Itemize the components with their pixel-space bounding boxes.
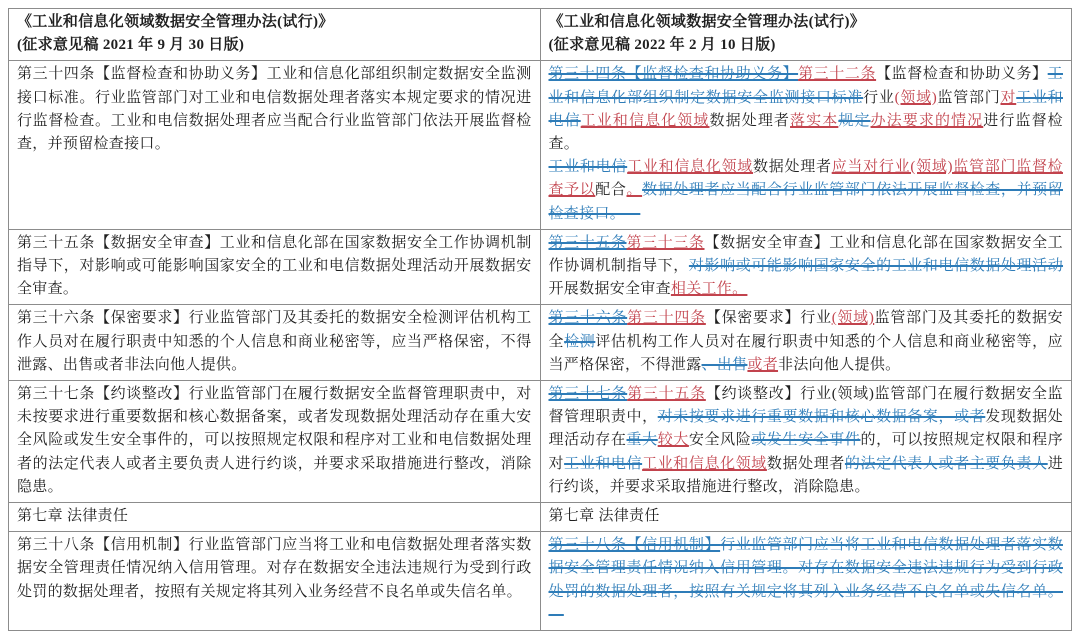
text-run: 第三十七条【约谈整改】行业监管部门在履行数据安全监督管理职责中，对未按要求进行重要数据和核心数据备案，或者发现数据处理活动存在重大安全风险或发生安全事件的，可以按照规定权限和程序对工业和电信数据处理者的法定代表人或者主要负责人进行约谈，并要求采取措施进行整改，消除隐患。 [17,386,532,495]
text-run: 数据处理者 [753,159,832,176]
deleted-heading-run: 第三十五条 [548,234,627,251]
text-run: 【约谈整改】行业(领域)监管部门在履行数据安全监督管理职责中， [548,386,1063,426]
paragraph [17,383,532,499]
inserted-text-run: 第三十四条 [627,310,706,327]
inserted-text-run: 。 [626,182,643,199]
text-run: 的，可以按照规定权限和程序对 [548,432,1063,472]
deleted-text-run: 工业和信息化部组织制定数据安全监测接口标准 [548,66,1063,106]
deleted-text-run: 对影响或可能影响国家安全的工业和电信数据处理活动 [688,258,1064,275]
paragraph [17,505,532,528]
table-row-chapter-7 [9,503,1072,532]
inserted-text-run: 对 [1000,89,1017,106]
table-row-article-34 [9,61,1072,229]
inserted-text-run: 办法要求的情况 [870,112,984,129]
text-run: 第三十八条【信用机制】行业监管部门应当将工业和电信数据处理者落实数据安全管理责任情况纳入信用管理。对存在数据安全违法违规行为受到行政处罚的数据处理者，按照有关规定将其列入业务经营不良名单或失信名单。 [17,537,532,600]
inserted-text-run: 第三十二条 [798,66,877,83]
inserted-text-run: 第三十三条 [626,234,705,251]
text-run: 进行约谈，并要求采取措施进行整改，消除隐患。 [548,455,1063,495]
new-text-cell [540,381,1072,503]
deleted-heading-run: 第三十六条 [548,310,628,327]
text-run: 第三十六条【保密要求】行业监管部门及其委托的数据安全检测评估机构工作人员对在履行职责中知悉的个人信息和商业秘密等，应当严格保密，不得泄露、出售或者非法向他人提供。 [17,310,532,373]
old-text-cell [9,532,541,631]
header-cell-new-version [540,9,1072,61]
deleted-text-run: 对未按要求进行重要数据和核心数据备案，或者 [657,409,986,426]
table-row-article-37 [9,381,1072,503]
deleted-text-run: 工业和电信 [564,455,643,472]
text-run: 进行监督检查。 [548,112,1063,153]
deleted-heading-run: 第三十四条【监督检查和协助义务】 [548,66,799,83]
deleted-text-run: 或发生安全事件 [751,432,861,449]
text-run: 【保密要求】行业 [705,310,832,327]
text-run: 非法向他人提供。 [778,356,901,373]
text-run: 开展数据安全审查 [548,281,671,298]
inserted-text-run: 工业和信息化领域 [580,112,710,129]
inserted-text-run: (领域) [831,310,875,327]
inserted-text-run: 相关工作。 [670,281,748,298]
text-run: 行业 [863,89,895,106]
text-run: 安全风险 [688,432,752,449]
paragraph [17,307,532,377]
paragraph [549,534,1064,627]
old-text-cell [9,229,541,305]
paragraph [549,383,1064,499]
old-version-title: 《工业和信息化领域数据安全管理办法(试行)》 [17,14,334,30]
inserted-text-run: (领域) [894,89,938,106]
deleted-heading-run: 第三十八条【信用机制】 [548,537,721,554]
inserted-text-run: 工业和信息化领域 [642,455,767,472]
old-text-cell [9,305,541,381]
inserted-text-run: 或者 [747,356,779,373]
paragraph [549,505,1064,528]
old-text-cell [9,61,541,229]
text-run: 第七章 法律责任 [548,508,660,525]
paragraph [549,307,1064,377]
text-run: 第三十五条【数据安全审查】工业和信息化部在国家数据安全工作协调机制指导下，对影响或可能影响国家安全的工业和电信数据处理活动开展数据安全审查。 [17,234,532,298]
text-run: 第七章 法律责任 [17,508,129,525]
paragraph [17,63,532,156]
text-run: 监管部门及其委托的数据安全 [548,310,1063,350]
text-run: 发现数据处理活动存在 [548,409,1063,449]
deleted-text-run: 工业和电信 [548,159,628,176]
text-run: 【数据安全审查】工业和信息化部在国家数据安全工作协调机制指导下， [548,234,1063,275]
paragraph [17,534,532,604]
old-text-cell [9,503,541,532]
deleted-text-run: 规定 [838,112,871,129]
inserted-text-run: 第三十五条 [627,386,706,403]
paragraph [549,156,1064,226]
new-text-cell [540,503,1072,532]
old-version-subtitle: (征求意见稿 2021 年 9 月 30 日版) [17,37,245,54]
deleted-text-run: 的法定代表人或者主要负责人 [844,455,1048,472]
table-row-article-35 [9,229,1072,305]
header-row [9,9,1072,61]
new-text-cell [540,305,1072,381]
new-text-cell [540,532,1072,631]
text-run: 数据处理者 [709,112,791,129]
deleted-text-run: 检测 [564,333,596,350]
inserted-text-run: 工业和信息化领域 [627,159,754,176]
new-text-cell [540,61,1072,229]
paragraph [549,63,1064,156]
deleted-text-run: 、出售 [701,356,748,373]
inserted-text-run: 应当对行业(领域)监管部门监督检查予以 [548,159,1063,199]
text-run: 监管部门 [937,89,1001,106]
deleted-heading-run: 第三十七条 [548,386,628,403]
deleted-text-run: 数据处理者应当配合行业监管部门依法开展监督检查，并预留检查接口。— [548,182,1063,222]
inserted-text-run: 落实本 [790,112,839,129]
text-run: 【监督检查和协助义务】 [876,66,1048,83]
header-cell-old-version [9,9,541,61]
paragraph [549,232,1064,302]
text-run: 评估机构工作人员对在履行职责中知悉的个人信息和商业秘密等，应当严格保密，不得泄露 [548,333,1063,373]
new-version-subtitle: (征求意见稿 2022 年 2 月 10 日版) [548,37,776,54]
table-row-article-36 [9,305,1072,381]
table-row-article-38 [9,532,1072,631]
inserted-text-run: 较大 [657,432,689,449]
comparison-table [8,8,1072,631]
text-run: 数据处理者 [766,455,845,472]
new-text-cell [540,229,1072,305]
text-run: 配合 [595,182,627,199]
deleted-text-run: 工业和电信 [548,89,1063,129]
new-version-title: 《工业和信息化领域数据安全管理办法(试行)》 [548,14,866,30]
deleted-text-run: 行业监管部门应当将工业和电信数据处理者落实数据安全管理责任情况纳入信用管理。对存在数据安全违法违规行为受到行政处罚的数据处理者，按照有关规定将其列入业务经营不良名单或失信名单。— [548,537,1063,623]
old-text-cell [9,381,541,503]
deleted-text-run: 重大 [626,432,658,449]
text-run: 第三十四条【监督检查和协助义务】工业和信息化部组织制定数据安全监测接口标准。行业监管部门对工业和电信数据处理者落实本规定要求的情况进行监督检查。工业和电信数据处理者应当配合行业监管部门依法开展监督检查，并预留检查接口。 [17,66,532,153]
paragraph [17,232,532,302]
